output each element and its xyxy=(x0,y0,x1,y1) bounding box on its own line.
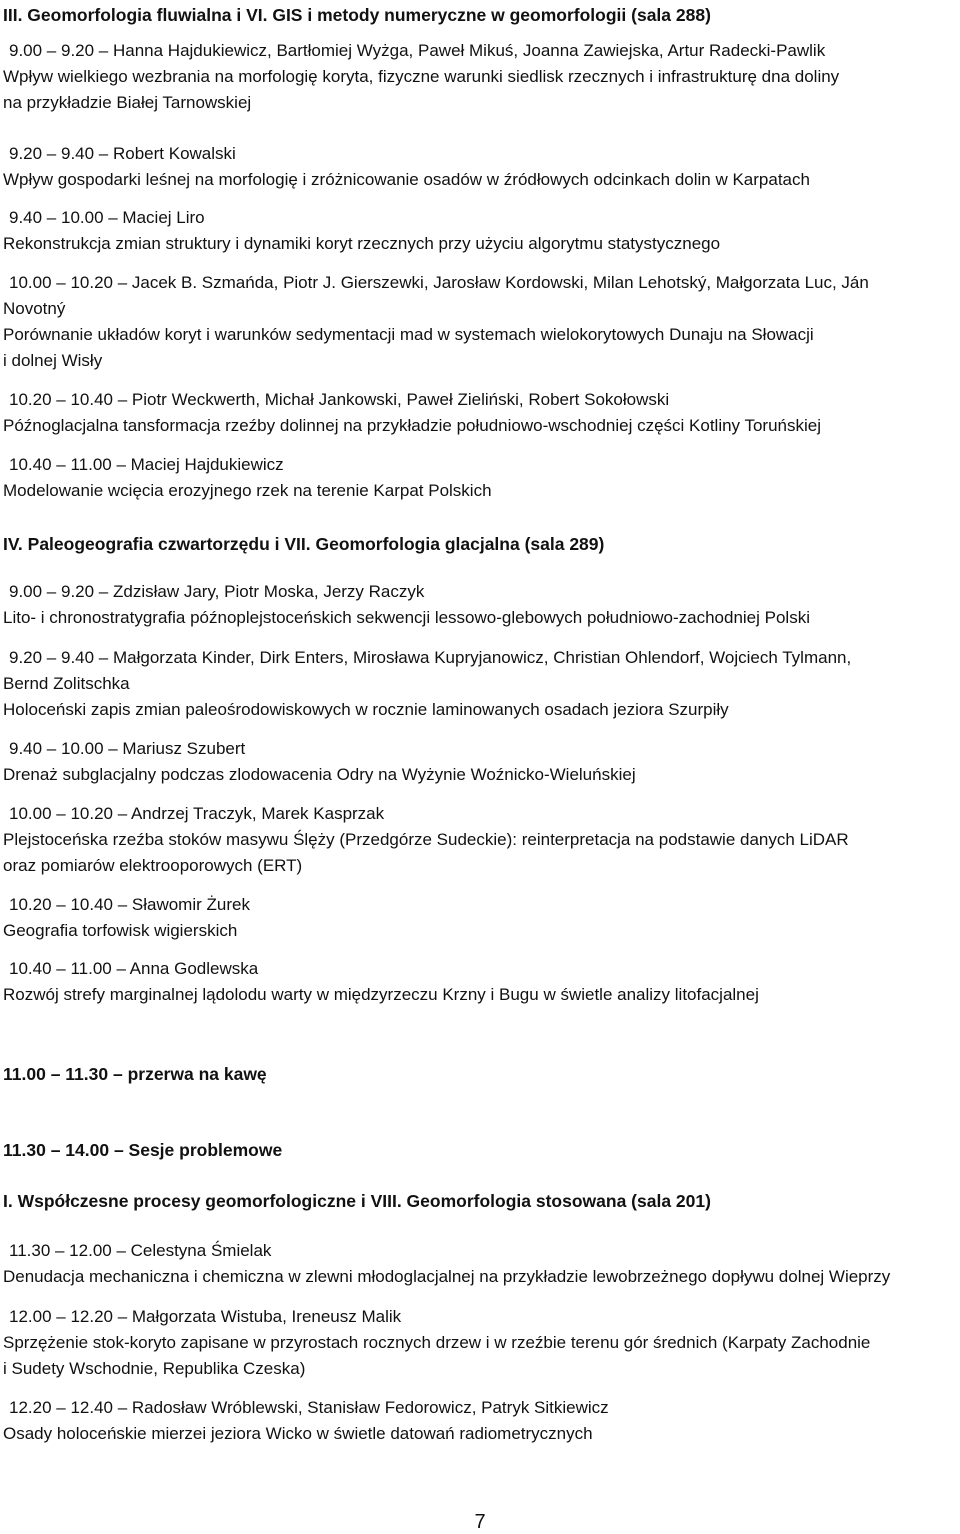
talk-time-authors: 10.00 – 10.20 – Jacek B. Szmańda, Piotr J. Gierszewki, Jarosław Kordowski, Milan Lehotský, Małgorzata Luc, Ján xyxy=(9,273,869,292)
talk-time-authors: 10.20 – 10.40 – Piotr Weckwerth, Michał Jankowski, Paweł Zieliński, Robert Sokołowski xyxy=(9,390,670,409)
talk-time-authors: 12.20 – 12.40 – Radosław Wróblewski, Stanisław Fedorowicz, Patryk Sitkiewicz xyxy=(9,1398,609,1417)
talk-title: Wpływ gospodarki leśnej na morfologię i zróżnicowanie osadów w źródłowych odcinkach dolin w Karpatach xyxy=(3,170,810,189)
talk-title: Geografia torfowisk wigierskich xyxy=(3,921,238,940)
talk-time-authors: 10.00 – 10.20 – Andrzej Traczyk, Marek Kasprzak xyxy=(9,804,385,823)
talk-title: Rozwój strefy marginalnej lądolodu warty w międzyrzeczu Krzny i Bugu w świetle analizy litofacjalnej xyxy=(3,985,759,1004)
talk-time-authors: 9.40 – 10.00 – Maciej Liro xyxy=(9,208,205,227)
talk-time-authors: 9.00 – 9.20 – Zdzisław Jary, Piotr Moska, Jerzy Raczyk xyxy=(9,582,425,601)
section-heading: IV. Paleogeografia czwartorzędu i VII. Geomorfologia glacjalna (sala 289) xyxy=(3,534,605,554)
talk-title: Porównanie układów koryt i warunków sedymentacji mad w systemach wielokorytowych Dunaju na Słowacji xyxy=(3,325,814,344)
talk-title: i Sudety Wschodnie, Republika Czeska) xyxy=(3,1359,306,1378)
talk-authors-cont: Novotný xyxy=(3,299,66,318)
talk-title: Osady holoceńskie mierzei jeziora Wicko w świetle datowań radiometrycznych xyxy=(3,1424,593,1443)
talk-title: Plejstoceńska rzeźba stoków masywu Ślęży (Przedgórze Sudeckie): reinterpretacja na podstawie danych LiDAR xyxy=(3,830,849,849)
talk-title: Holoceński zapis zmian paleośrodowiskowych w rocznie laminowanych osadach jeziora Szurpiły xyxy=(3,700,729,719)
talk-title: i dolnej Wisły xyxy=(3,351,103,370)
section-heading: I. Współczesne procesy geomorfologiczne i VIII. Geomorfologia stosowana (sala 201) xyxy=(3,1191,711,1211)
talk-authors-cont: Bernd Zolitschka xyxy=(3,674,130,693)
talk-title: Późnoglacjalna tansformacja rzeźby dolinnej na przykładzie południowo-wschodniej części Kotliny Toruńskiej xyxy=(3,416,822,435)
break-line: 11.00 – 11.30 – przerwa na kawę xyxy=(3,1064,267,1084)
talk-time-authors: 10.40 – 11.00 – Anna Godlewska xyxy=(9,959,259,978)
talk-title: na przykładzie Białej Tarnowskiej xyxy=(3,93,252,112)
talk-time-authors: 10.40 – 11.00 – Maciej Hajdukiewicz xyxy=(9,455,284,474)
page-number: 7 xyxy=(474,1511,486,1533)
talk-time-authors: 9.00 – 9.20 – Hanna Hajdukiewicz, Bartłomiej Wyżga, Paweł Mikuś, Joanna Zawiejska, Artur Radecki-Pawlik xyxy=(9,41,826,60)
talk-time-authors: 9.40 – 10.00 – Mariusz Szubert xyxy=(9,739,246,758)
talk-title: oraz pomiarów elektrooporowych (ERT) xyxy=(3,856,303,875)
talk-title: Wpływ wielkiego wezbrania na morfologię koryta, fizyczne warunki siedlisk rzecznych i infrastrukturę dna doliny xyxy=(3,67,840,86)
sessions-line: 11.30 – 14.00 – Sesje problemowe xyxy=(3,1140,283,1160)
talk-title: Drenaż subglacjalny podczas zlodowacenia Odry na Wyżynie Woźnicko-Wieluńskiej xyxy=(3,765,636,784)
section-heading: III. Geomorfologia fluwialna i VI. GIS i metody numeryczne w geomorfologii (sala 288) xyxy=(3,5,711,25)
talk-title: Lito- i chronostratygrafia późnoplejstoceńskich sekwencji lessowo-glebowych południowo-zachodniej Polski xyxy=(3,608,810,627)
talk-title: Modelowanie wcięcia erozyjnego rzek na terenie Karpat Polskich xyxy=(3,481,492,500)
talk-time-authors: 10.20 – 10.40 – Sławomir Żurek xyxy=(9,895,250,914)
talk-title: Sprzężenie stok-koryto zapisane w przyrostach rocznych drzew i w rzeźbie terenu gór średnich (Karpaty Zachodnie xyxy=(3,1333,871,1352)
talk-title: Rekonstrukcja zmian struktury i dynamiki koryt rzecznych przy użyciu algorytmu statystycznego xyxy=(3,234,721,253)
talk-time-authors: 9.20 – 9.40 – Małgorzata Kinder, Dirk Enters, Mirosława Kupryjanowicz, Christian Ohlendorf, Wojciech Tylmann, xyxy=(9,648,852,667)
talk-title: Denudacja mechaniczna i chemiczna w zlewni młodoglacjalnej na przykładzie lewobrzeżnego dopływu dolnej Wieprzy xyxy=(3,1267,891,1286)
talk-time-authors: 9.20 – 9.40 – Robert Kowalski xyxy=(9,144,236,163)
talk-time-authors: 11.30 – 12.00 – Celestyna Śmielak xyxy=(9,1241,272,1260)
talk-time-authors: 12.00 – 12.20 – Małgorzata Wistuba, Ireneusz Malik xyxy=(9,1307,402,1326)
